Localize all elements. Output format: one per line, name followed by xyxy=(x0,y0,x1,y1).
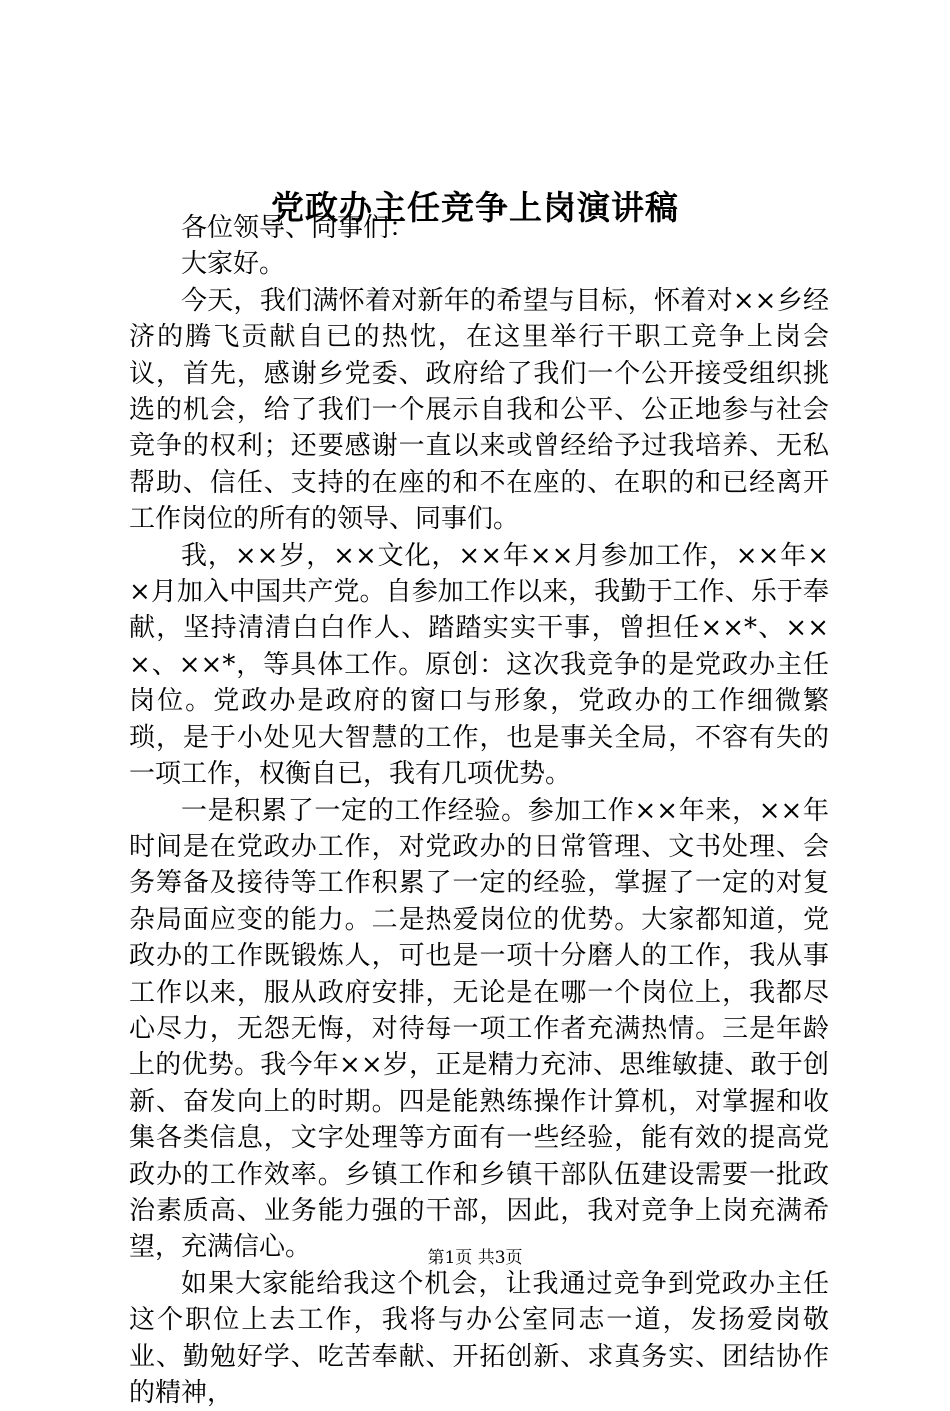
paragraph-greeting: 各位领导、同事们： xyxy=(181,213,416,243)
page-number: 第1页 共3页 xyxy=(427,1248,523,1268)
paragraph-advantages: 一是积累了一定的工作经验。参加工作××年来，××年时间是在党政办工作，对党政办的日常管理、文书处理、会务筹备及接待等工作积累了一定的经验，掌握了一定的对复杂局面应变的能力。二是热爱岗位的优势。大家都知道，党政办的工作既锻炼人，可也是一项十分磨人的工作，我从事工作以来，服从政府安排，无论是在哪一个岗位上，我都尽心尽力，无怨无悔，对待每一项工作者充满热情。三是年龄上的优势。我今年××岁，正是精力充沛、思维敏捷、敢于创新、奋发向上的时期。四是能熟练操作计算机，对掌握和收集各类信息，文字处理等方面有一些经验，能有效的提高党政办的工作效率。乡镇工作和乡镇干部队伍建设需要一批政治素质高、业务能力强的干部，因此，我对竞争上岗充满希望，充满信心。 xyxy=(129,795,829,1263)
paragraph-commitment: 如果大家能给我这个机会，让我通过竞争到党政办主任这个职位上去工作，我将与办公室同志一道，发扬爱岗敬业、勤勉好学、吃苦奉献、开拓创新、求真务实、团结协作的精神， xyxy=(129,1268,829,1408)
paragraph-hello: 大家好。 xyxy=(181,249,286,280)
paragraph-intro: 今天，我们满怀着对新年的希望与目标，怀着对××乡经济的腾飞贡献自已的热忱，在这里举行干职工竞争上岗会议，首先，感谢乡党委、政府给了我们一个公开接受组织挑选的机会，给了我们一个展示自我和公平、公正地参与社会竞争的权利；还要感谢一直以来或曾经给予过我培养、无私帮助、信任、支持的在座的和不在座的、在职的和已经离开工作岗位的所有的领导、同事们。 xyxy=(129,285,829,535)
document-body xyxy=(129,210,829,1411)
paragraph-self-introduction: 我，××岁，××文化，××年××月参加工作，××年××月加入中国共产党。自参加工作以来，我勤于工作、乐于奉献，坚持清清白白作人、踏踏实实干事，曾担任××*、×××、××*，等具体工作。原创：这次我竞争的是党政办主任岗位。党政办是政府的窗口与形象，党政办的工作细微繁琐，是于小处见大智慧的工作，也是事关全局，不容有失的一项工作，权衡自已，我有几项优势。 xyxy=(129,540,829,790)
document-title: 党政办主任竞争上岗演讲稿 xyxy=(271,188,679,227)
